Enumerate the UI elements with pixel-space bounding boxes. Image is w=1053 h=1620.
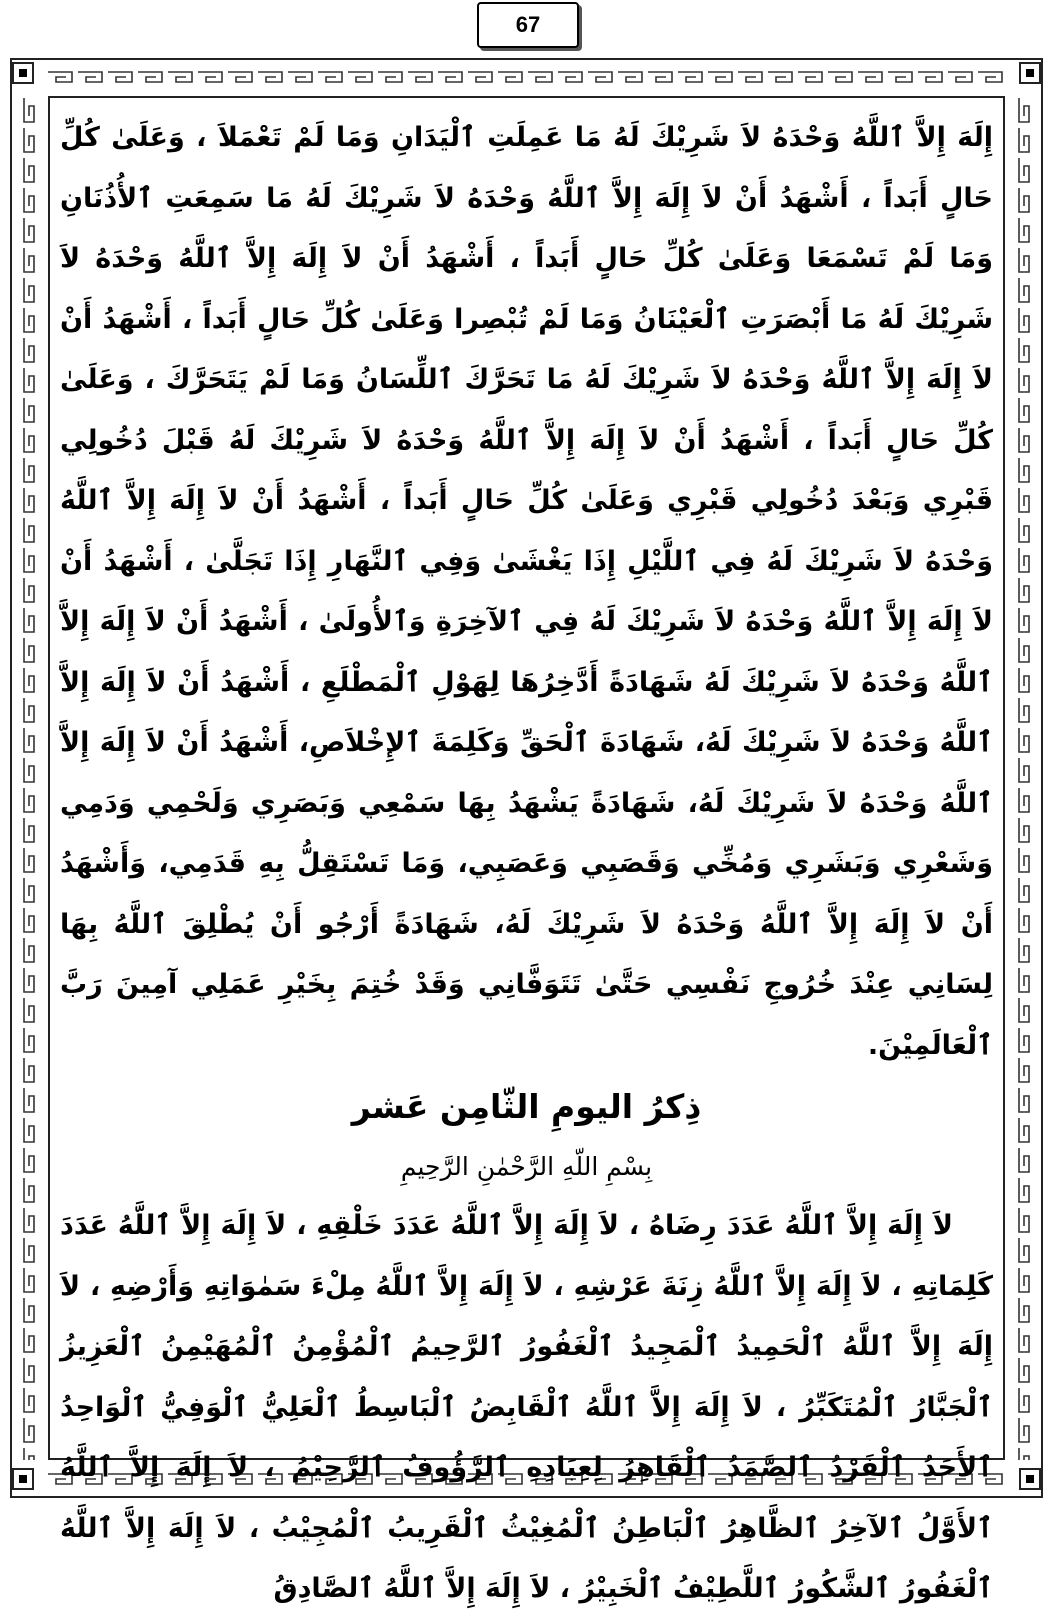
basmala: بِسْمِ اللّهِ الرَّحْمٰنِ الرَّحِيمِ bbox=[400, 1152, 653, 1181]
frame-band-top bbox=[46, 60, 1008, 94]
greek-key-pattern-top bbox=[46, 60, 1008, 94]
greek-key-pattern-left bbox=[12, 96, 46, 1460]
frame-corner-top-right bbox=[1019, 62, 1041, 84]
frame-corner-bottom-right bbox=[1019, 1468, 1041, 1490]
frame-corner-bottom-left bbox=[12, 1468, 34, 1490]
dhikr-paragraph: لاَ إِلَهَ إِلاَّ ٱللَّهُ عَدَدَ رِضَاهُ ، لاَ إِلَهَ إِلاَّ ٱللَّهُ عَدَدَ خَلْقِهِ ، لاَ إِلَهَ إِلاَّ ٱللَّهُ عَدَدَ كَلِمَاتِهِ ، لاَ إِلَهَ إِلاَّ ٱللَّهُ زِنَةَ عَرْشِهِ ، لاَ إِلَهَ إِلاَّ ٱللَّهُ مِلْءَ سَمٰوَاتِهِ وَأَرْضِهِ ، لاَ إِلَهَ إِلاَّ ٱللَّهُ ٱلْحَمِيدُ ٱلْمَجِيدُ ٱلْغَفُورُ ٱلرَّحِيمُ ٱلْمُؤْمِنُ ٱلْمُهَيْمِنُ ٱلْعَزِيزُ ٱلْجَبَّارُ ٱلْمُتَكَبِّرُ ، لاَ إِلَهَ إِلاَّ ٱللَّهُ ٱلْقَابِضُ ٱلْبَاسِطُ ٱلْعَلِيُّ ٱلْوَفِيُّ ٱلْوَاحِدُ ٱلأَحَدُ ٱلْفَرْدُ ٱلصَّمَدُ ٱلْقَاهِرُ لِعِبَادِهِ ٱلرَّؤُوفُ ٱلرَّحِيْمُ ، لاَ إِلَهَ إِلاَّ ٱللَّهُ ٱلأَوَّلُ ٱلآخِرُ ٱلظَّاهِرُ ٱلْبَاطِنُ ٱلْمُغِيْثُ ٱلْقَرِيبُ ٱلْمُجِيْبُ ، لاَ إِلَهَ إِلاَّ ٱللَّهُ ٱلْغَفُورُ ٱلشَّكُورُ ٱللَّطِيْفُ ٱلْخَبِيْرُ ، لاَ إِلَهَ إِلاَّ ٱللَّهُ ٱلصَّادِقُ bbox=[60, 1210, 993, 1604]
page-number: 67 bbox=[477, 2, 579, 48]
section-title: ذِكرُ اليومِ الثّامِن عَشر bbox=[351, 1087, 702, 1126]
greek-key-pattern-right bbox=[1007, 96, 1041, 1460]
frame-band-left bbox=[12, 96, 46, 1460]
page-content bbox=[60, 108, 993, 1604]
frame-corner-top-left bbox=[12, 62, 34, 84]
prayer-paragraph: إِلَهَ إِلاَّ ٱللَّهُ وَحْدَهُ لاَ شَرِيْكَ لَهُ مَا عَمِلَتِ ٱلْيَدَانِ وَمَا لَمْ تَعْمَلاَ ، وَعَلَىٰ كُلِّ حَالٍ أَبَداً ، أَشْهَدُ أَنْ لاَ إِلَهَ إِلاَّ ٱللَّهُ وَحْدَهُ لاَ شَرِيْكَ لَهُ مَا سَمِعَتِ ٱلأُذُنَانِ وَمَا لَمْ تَسْمَعَا وَعَلَىٰ كُلِّ حَالٍ أَبَداً ، أَشْهَدُ أَنْ لاَ إِلَهَ إِلاَّ ٱللَّهُ وَحْدَهُ لاَ شَرِيْكَ لَهُ مَا أَبْصَرَتِ ٱلْعَيْنَانُ وَمَا لَمْ تُبْصِرا وَعَلَىٰ كُلِّ حَالٍ أَبَداً ، أَشْهَدُ أَنْ لاَ إِلَهَ إِلاَّ ٱللَّهُ وَحْدَهُ لاَ شَرِيْكَ لَهُ مَا تَحَرَّكَ ٱللِّسَانُ وَمَا لَمْ يَتَحَرَّكَ ، وَعَلَىٰ كُلِّ حَالٍ أَبَداً ، أَشْهَدُ أَنْ لاَ إِلَهَ إِلاَّ ٱللَّهُ وَحْدَهُ لاَ شَرِيْكَ لَهُ قَبْلَ دُخُولِي قَبْرِي وَبَعْدَ دُخُولِي قَبْرِي وَعَلَىٰ كُلِّ حَالٍ أَبَداً ، أَشْهَدُ أَنْ لاَ إِلَهَ إِلاَّ ٱللَّهُ وَحْدَهُ لاَ شَرِيْكَ لَهُ فِي ٱللَّيْلِ إِذَا يَغْشَىٰ وَفِي ٱلنَّهَارِ إِذَا تَجَلَّىٰ ، أَشْهَدُ أَنْ لاَ إِلَهَ إِلاَّ ٱللَّهُ وَحْدَهُ لاَ شَرِيْكَ لَهُ فِي ٱلآخِرَةِ وَٱلأُولَىٰ ، أَشْهَدُ أَنْ لاَ إِلَهَ إِلاَّ ٱللَّهُ وَحْدَهُ لاَ شَرِيْكَ لَهُ شَهَادَةً أَدَّخِرُهَا لِهَوْلِ ٱلْمَطْلَعِ ، أَشْهَدُ أَنْ لاَ إِلَهَ إِلاَّ ٱللَّهُ وَحْدَهُ لاَ شَرِيْكَ لَهُ، شَهَادَةَ ٱلْحَقِّ وَكَلِمَةَ ٱلإِخْلاَصِ، أَشْهَدُ أَنْ لاَ إِلَهَ إِلاَّ ٱللَّهُ وَحْدَهُ لاَ شَرِيْكَ لَهُ، شَهَادَةً يَشْهَدُ بِهَا سَمْعِي وَبَصَرِي وَلَحْمِي وَدَمِي وَشَعْرِي وَبَشَرِي وَمُخِّي وَقَصَبِي وَعَصَبِي، وَمَا تَسْتَقِلُّ بِهِ قَدَمِي، وَأَشْهَدُ أَنْ لاَ إِلَهَ إِلاَّ ٱللَّهُ وَحْدَهُ لاَ شَرِيْكَ لَهُ، شَهَادَةً أَرْجُو أَنْ يُطْلِقَ ٱللَّهُ بِهَا لِسَانِي عِنْدَ خُرُوجِ نَفْسِي حَتَّىٰ تَتَوَفَّانِي وَقَدْ خُتِمَ بِخَيْرِ عَمَلِي آمِينَ رَبَّ ٱلْعَالَمِيْنَ. bbox=[60, 122, 993, 1061]
frame-band-right bbox=[1007, 96, 1041, 1460]
